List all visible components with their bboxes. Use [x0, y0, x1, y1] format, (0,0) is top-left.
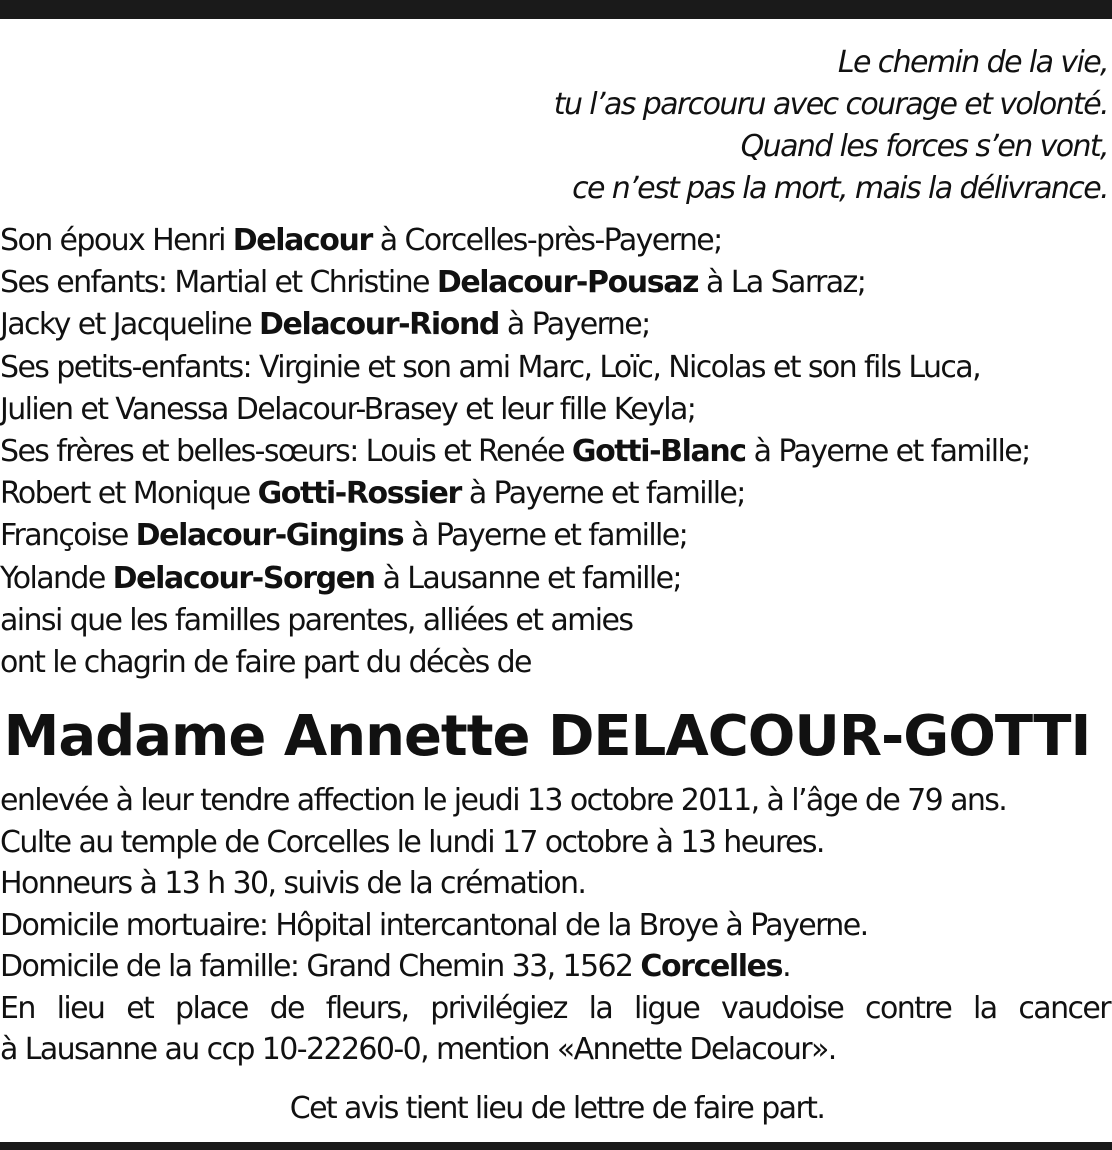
family-line: ont le chagrin de faire part du décès de: [0, 645, 531, 681]
family-surname: Delacour-Pousaz: [436, 265, 699, 301]
family-surname: Delacour-Riond: [259, 307, 499, 343]
poem: [0, 42, 1110, 210]
family-text: à Payerne;: [499, 307, 650, 343]
detail-line: Culte au temple de Corcelles le lundi 17 octobre à 13 heures.: [0, 824, 824, 860]
family-surname: Gotti-Rossier: [257, 476, 461, 512]
poem-line: ce n’est pas la mort, mais la délivrance.: [572, 171, 1108, 206]
family-line: [0, 473, 1110, 515]
ceremony-details: [0, 780, 1110, 1071]
family-text: Robert et Monique: [0, 476, 258, 512]
family-text: Ses frères et belles-sœurs: Louis et Renée: [0, 434, 572, 470]
obituary-notice: [0, 42, 1110, 1129]
detail-text: .: [782, 949, 791, 985]
poem-line: tu l’as parcouru avec courage et volonté.: [553, 87, 1108, 122]
family-line: [0, 515, 1110, 557]
footer-note: Cet avis tient lieu de lettre de faire part.: [289, 1090, 825, 1126]
detail-line: à Lausanne au ccp 10-22260-0, mention «Annette Delacour».: [0, 1032, 836, 1068]
family-text: à Payerne et famille;: [403, 518, 688, 554]
family-text: Ses enfants: Martial et Christine: [0, 265, 437, 301]
family-text: Son époux Henri: [0, 223, 233, 258]
family-text: Jacky et Jacqueline: [0, 307, 259, 343]
family-list: [0, 220, 1110, 684]
detail-place: Corcelles: [640, 949, 783, 985]
family-line: [0, 304, 1110, 346]
detail-line: En lieu et place de fleurs, privilégiez la ligue vaudoise contre la cancer: [0, 990, 1110, 1026]
family-line: [0, 558, 1110, 600]
top-rule: [0, 0, 1112, 19]
deceased-name: Madame Annette DELACOUR-GOTTI: [3, 704, 1091, 770]
poem-line: Quand les forces s’en vont,: [740, 129, 1108, 164]
detail-line: Domicile mortuaire: Hôpital intercantonal de la Broye à Payerne.: [0, 907, 868, 943]
family-text: à Payerne et famille;: [745, 434, 1030, 470]
family-line: [0, 262, 1110, 304]
family-surname: Gotti-Blanc: [571, 434, 746, 470]
family-text: à La Sarraz;: [698, 265, 866, 301]
family-text: à Payerne et famille;: [460, 476, 745, 512]
family-line: [0, 431, 1110, 473]
family-surname: Delacour-Sorgen: [112, 560, 375, 596]
detail-text: Domicile de la famille: Grand Chemin 33, 1562: [0, 949, 641, 985]
family-text: à Lausanne et famille;: [374, 560, 681, 596]
detail-line: [0, 946, 1110, 988]
detail-line: Honneurs à 13 h 30, suivis de la crémation.: [0, 866, 586, 902]
family-line: Julien et Vanessa Delacour-Brasey et leur fille Keyla;: [0, 391, 696, 427]
family-text: Françoise: [0, 518, 136, 554]
family-line: Ses petits-enfants: Virginie et son ami Marc, Loïc, Nicolas et son fils Luca,: [0, 349, 981, 385]
family-line: ainsi que les familles parentes, alliées et amies: [0, 602, 633, 638]
poem-line: Le chemin de la vie,: [837, 45, 1108, 80]
family-line: [0, 220, 1110, 262]
detail-line: enlevée à leur tendre affection le jeudi 13 octobre 2011, à l’âge de 79 ans.: [0, 783, 1007, 819]
family-text: Yolande: [0, 560, 113, 596]
bottom-rule: [0, 1142, 1112, 1150]
family-text: à Corcelles-près-Payerne;: [371, 223, 722, 258]
family-surname: Delacour: [232, 223, 372, 258]
family-surname: Delacour-Gingins: [135, 518, 404, 554]
